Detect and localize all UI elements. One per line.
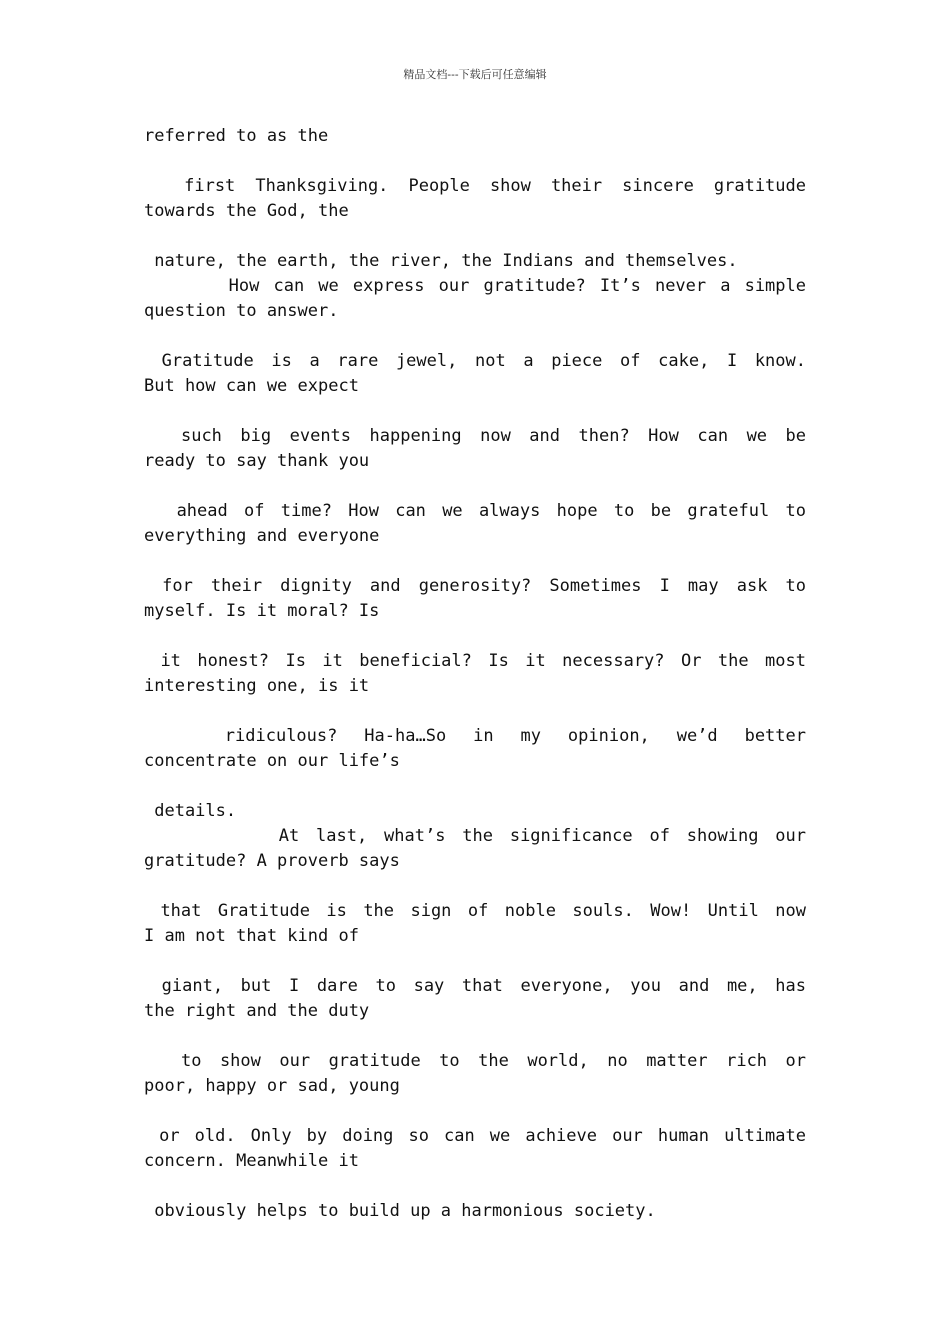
text-line: such big events happening now and then? How can we be bbox=[144, 426, 806, 446]
text-line: referred to as the bbox=[144, 126, 329, 146]
blank-line bbox=[144, 699, 806, 724]
text-line: to show our gratitude to the world, no matter rich or bbox=[144, 1051, 806, 1071]
text-line: details. bbox=[144, 801, 237, 821]
blank-line bbox=[144, 474, 806, 499]
text-line: for their dignity and generosity? Sometimes I may ask to bbox=[144, 576, 806, 596]
text-line: first Thanksgiving. People show their sincere gratitude bbox=[144, 176, 806, 196]
text-line: But how can we expect bbox=[144, 376, 359, 396]
text-line: Gratitude is a rare jewel, not a piece of cake, I know. bbox=[144, 351, 806, 371]
text-line: nature, the earth, the river, the Indians and themselves. bbox=[144, 251, 738, 271]
text-line: myself. Is it moral? Is bbox=[144, 601, 380, 621]
text-line: it honest? Is it beneficial? Is it necessary? Or the most bbox=[144, 651, 806, 671]
text-line: How can we express our gratitude? It’s never a simple bbox=[144, 276, 806, 296]
blank-line bbox=[144, 1174, 806, 1199]
blank-line bbox=[144, 549, 806, 574]
blank-line bbox=[144, 399, 806, 424]
text-line: At last, what’s the significance of showing our bbox=[144, 826, 806, 846]
text-line: ridiculous? Ha-ha…So in my opinion, we’d better bbox=[144, 726, 806, 746]
text-line: ahead of time? How can we always hope to be grateful to bbox=[144, 501, 806, 521]
text-line: poor, happy or sad, young bbox=[144, 1076, 400, 1096]
blank-line bbox=[144, 874, 806, 899]
blank-line bbox=[144, 949, 806, 974]
text-line: that Gratitude is the sign of noble souls. Wow! Until now bbox=[144, 901, 806, 921]
document-body bbox=[144, 124, 806, 1224]
text-line: the right and the duty bbox=[144, 1001, 370, 1021]
text-line: obviously helps to build up a harmonious society. bbox=[144, 1201, 656, 1221]
text-line: or old. Only by doing so can we achieve our human ultimate bbox=[144, 1126, 806, 1146]
text-line: question to answer. bbox=[144, 301, 339, 321]
blank-line bbox=[144, 624, 806, 649]
blank-line bbox=[144, 149, 806, 174]
text-line: giant, but I dare to say that everyone, you and me, has bbox=[144, 976, 806, 996]
blank-line bbox=[144, 1024, 806, 1049]
text-line: I am not that kind of bbox=[144, 926, 359, 946]
page-header: 精品文档---下载后可任意编辑 bbox=[403, 68, 547, 81]
blank-line bbox=[144, 1099, 806, 1124]
text-line: concern. Meanwhile it bbox=[144, 1151, 359, 1171]
text-line: everything and everyone bbox=[144, 526, 380, 546]
blank-line bbox=[144, 224, 806, 249]
text-line: concentrate on our life’s bbox=[144, 751, 400, 771]
text-line: towards the God, the bbox=[144, 201, 349, 221]
blank-line bbox=[144, 774, 806, 799]
text-line: gratitude? A proverb says bbox=[144, 851, 400, 871]
text-line: interesting one, is it bbox=[144, 676, 370, 696]
blank-line bbox=[144, 324, 806, 349]
text-line: ready to say thank you bbox=[144, 451, 370, 471]
